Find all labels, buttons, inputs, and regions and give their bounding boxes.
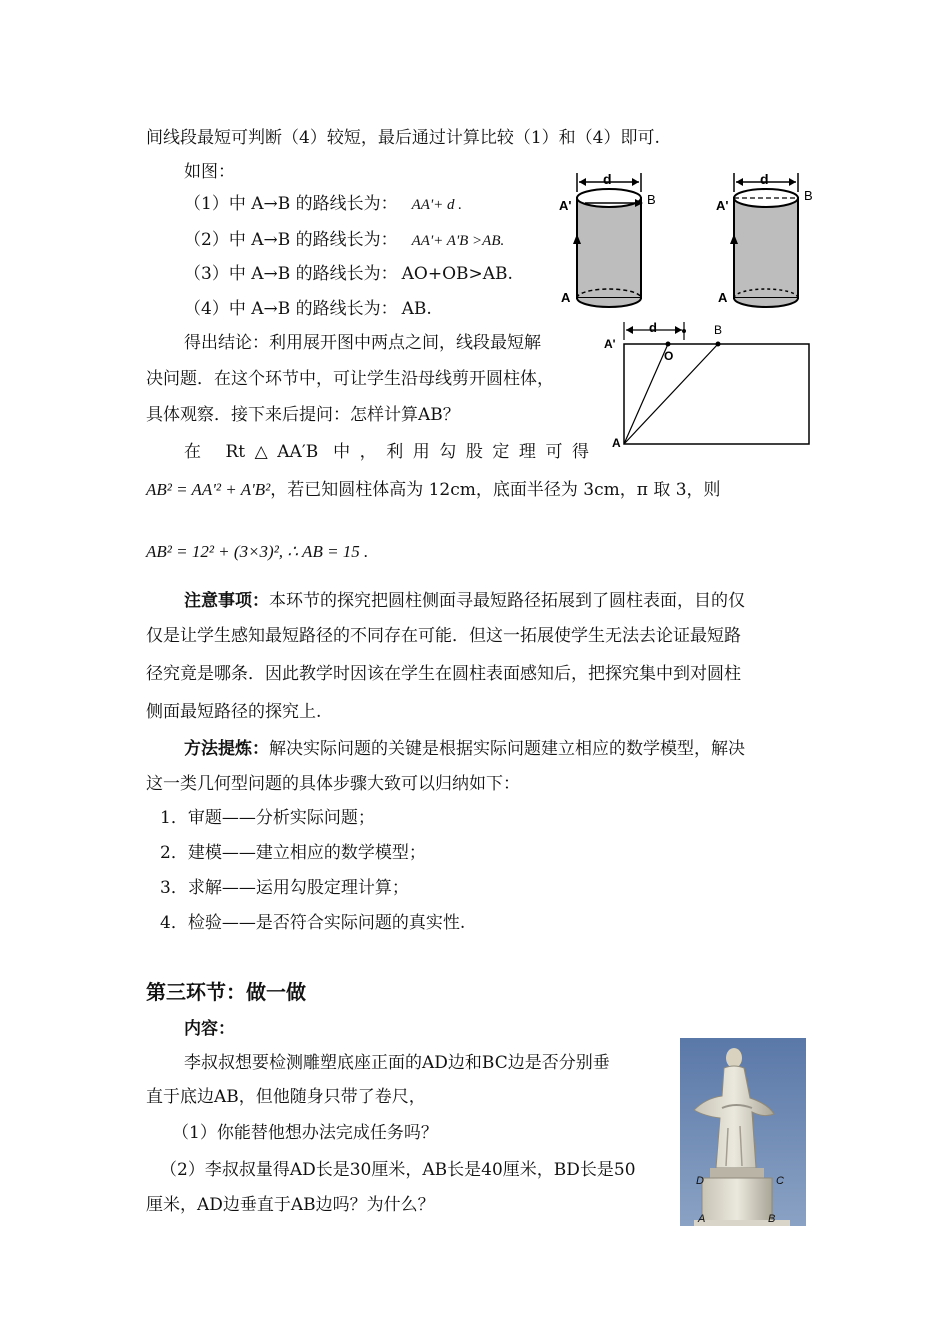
notes-line (184, 589, 745, 613)
unfolded-rectangle-figure (600, 318, 815, 453)
method-label: 方法提炼： (184, 739, 269, 759)
text-line: 仅是让学生感知最短路径的不同存在可能．但这一拓展使学生无法去论证最短路 (146, 626, 741, 646)
path-prefix: （3）中 A→B 的路线长为： (184, 264, 398, 284)
formula-line (146, 478, 721, 502)
text-line: 直于底边AB，但他随身只带了卷尺， (146, 1087, 426, 1107)
label-b: B (647, 192, 656, 207)
statue-label-c: C (776, 1175, 784, 1187)
label-o: O (664, 349, 674, 363)
text-line: 得出结论：利用展开图中两点之间，线段最短解 (184, 333, 541, 353)
statue-photo (680, 1038, 806, 1226)
formula-result: AB² = 12² + (3×3)², ∴ AB = 15 . (146, 542, 369, 561)
list-item: 4．检验——是否符合实际问题的真实性. (160, 913, 466, 933)
text-line: 决问题．在这个环节中，可让学生沿母线剪开圆柱体， (146, 369, 554, 389)
text-line: 在 Rt△AA′B 中，利用勾股定理可得 (184, 442, 589, 462)
label-a: A (561, 290, 571, 305)
label-a-prime: A' (604, 337, 616, 351)
statue-label-b: B (768, 1213, 776, 1225)
path-item-4 (184, 297, 432, 321)
formula-pythagoras: AB² = AA'² + A'B² (146, 480, 271, 499)
question-1: （1）你能替他想办法完成任务吗？ (172, 1123, 438, 1143)
label-b: B (804, 188, 813, 203)
label-a: A (718, 290, 728, 305)
text-line: 这一类几何型问题的具体步骤大致可以归纳如下： (146, 774, 520, 794)
path-item-1 (184, 192, 462, 217)
text-line: ，若已知圆柱体高为 12cm，底面半径为 3cm，π 取 3，则 (270, 480, 721, 500)
cylinder-figure-left (555, 170, 665, 310)
label-a-prime: A' (559, 198, 572, 213)
list-item: 2．建模——建立相应的数学模型； (160, 843, 426, 863)
label-d: d (760, 171, 769, 187)
text-line: 具体观察．接下来后提问：怎样计算AB？ (146, 405, 460, 425)
notes-label: 注意事项： (184, 591, 269, 611)
path-formula: AO+OB>AB. (401, 264, 513, 284)
label-d: d (603, 171, 612, 187)
statue-label-d: D (696, 1175, 704, 1187)
path-prefix: （1）中 A→B 的路线长为： (184, 194, 398, 214)
label-a-prime: A' (716, 198, 729, 213)
path-formula: AA'+ d . (411, 197, 463, 213)
text-line: 厘米，AD边垂直于AB边吗？为什么？ (146, 1195, 435, 1215)
statue-label-a: A (698, 1213, 706, 1225)
text-line: 如图： (184, 162, 235, 182)
content-label: 内容： (184, 1019, 235, 1039)
text-line: 李叔叔想要检测雕塑底座正面的AD边和BC边是否分别垂 (184, 1053, 610, 1073)
label-d: d (649, 320, 657, 335)
text-line: 间线段最短可判断（4）较短，最后通过计算比较（1）和（4）即可. (146, 128, 660, 148)
cylinder-figure-right (712, 170, 822, 310)
label-b: B (714, 323, 723, 337)
question-2: （2）李叔叔量得AD长是30厘米，AB长是40厘米，BD长是50 (160, 1160, 636, 1180)
list-item: 3．求解——运用勾股定理计算； (160, 878, 409, 898)
list-item: 1．审题——分析实际问题； (160, 808, 375, 828)
path-item-2 (184, 228, 504, 253)
label-a: A (612, 436, 621, 450)
text-line: 解决实际问题的关键是根据实际问题建立相应的数学模型，解决 (269, 739, 745, 759)
path-formula: AB. (401, 299, 432, 319)
path-item-3 (184, 262, 513, 286)
path-prefix: （4）中 A→B 的路线长为： (184, 299, 398, 319)
path-prefix: （2）中 A→B 的路线长为： (184, 230, 398, 250)
section-title: 第三环节：做一做 (146, 980, 306, 1004)
text-line: 侧面最短路径的探究上. (146, 702, 322, 722)
path-formula: AA'+ A'B >AB. (411, 233, 505, 249)
text-line: 本环节的探究把圆柱侧面寻最短路径拓展到了圆柱表面，目的仅 (269, 591, 745, 611)
text-line: 径究竟是哪条．因此教学时因该在学生在圆柱表面感知后，把探究集中到对圆柱 (146, 664, 741, 684)
method-line (184, 737, 745, 761)
